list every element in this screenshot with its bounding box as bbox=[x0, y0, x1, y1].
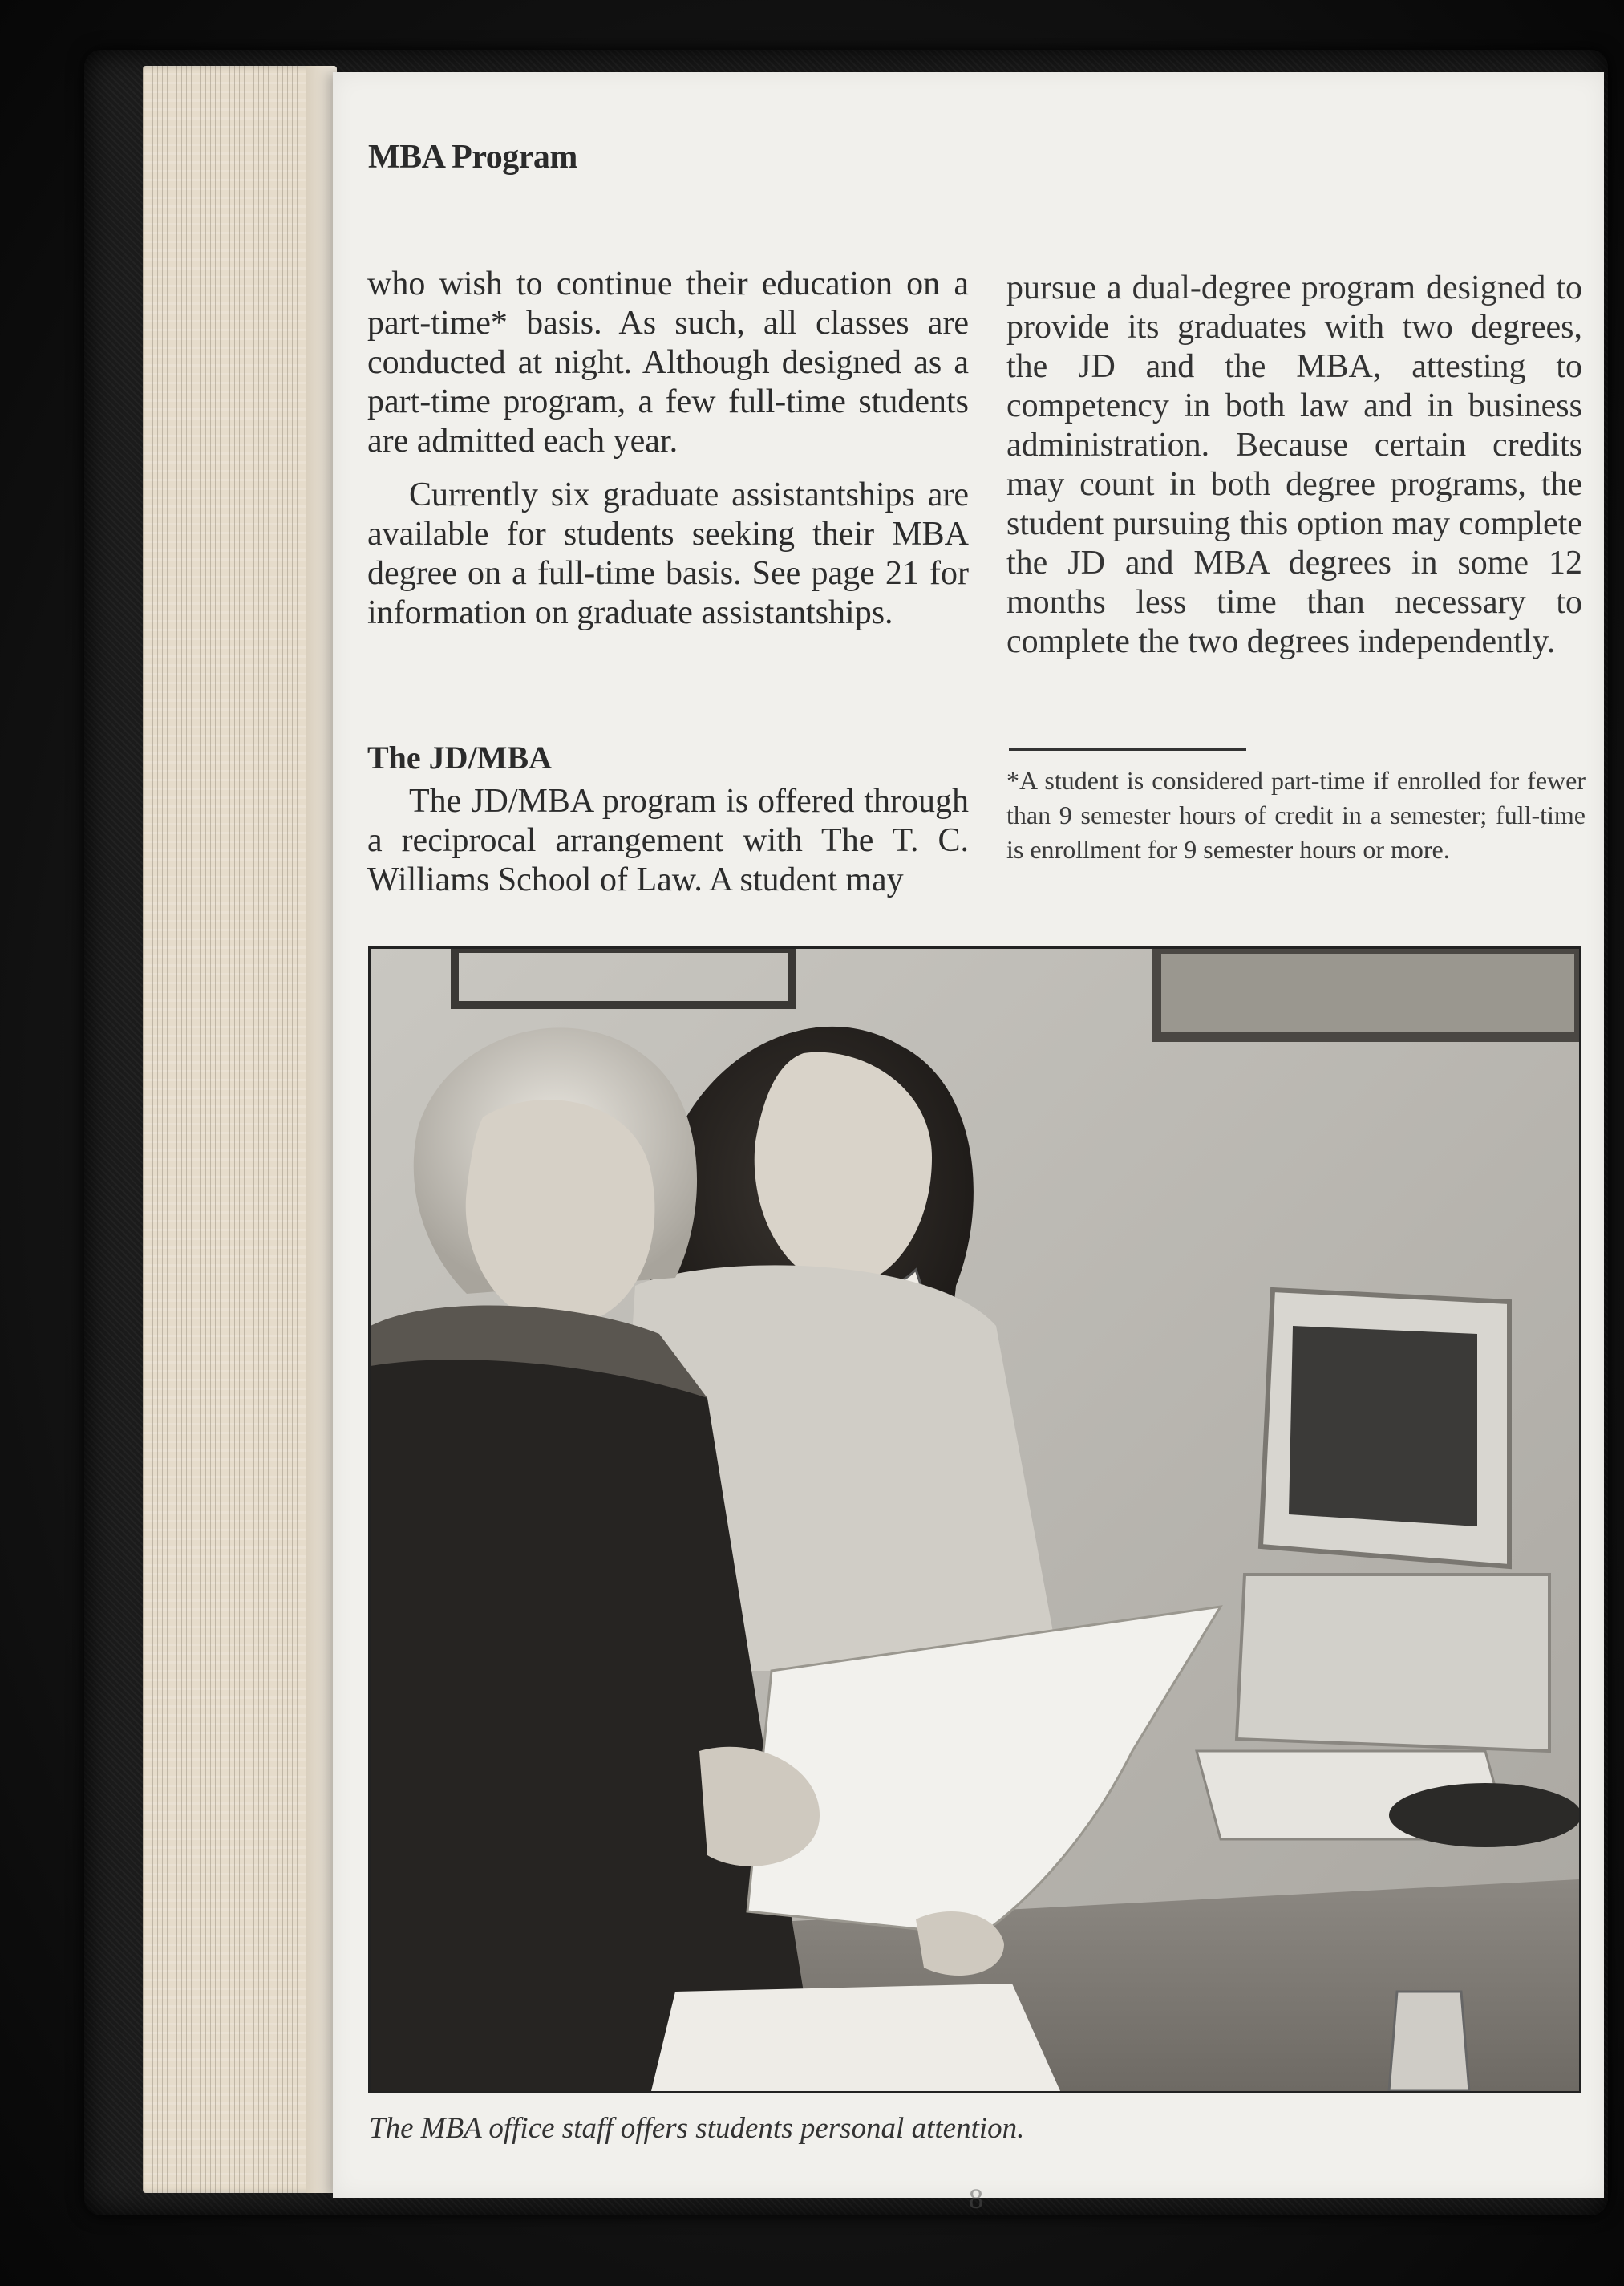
right-column bbox=[1006, 269, 1582, 662]
left-paragraph-1: who wish to continue their education on a part-time* basis. As such, all classes are conducted at night. Although designed as a part-time program, a few full-time students are admitted each year. bbox=[367, 265, 969, 460]
left-column bbox=[367, 265, 969, 633]
photo-illustration bbox=[371, 949, 1579, 2091]
jd-mba-section bbox=[367, 738, 969, 900]
monitor-screen bbox=[1289, 1326, 1477, 1526]
right-paragraph: pursue a dual-degree program designed to provide its graduates with two degrees, the JD and the MBA, attesting to competency in both law and in business administration. Because certain credits may count in both degree programs, the student pursuing this option may complete the JD and MBA degrees in some 12 months less time than necessary to complete the two degrees independently. bbox=[1006, 270, 1582, 660]
section-paragraph: The JD/MBA program is offered through a reciprocal arrangement with The T. C. Williams School of Law. A student may bbox=[367, 783, 969, 898]
footnote: *A student is considered part-time if enrolled for fewer than 9 semester hours of credit in a semester; full-time is enrollment for 9 semester hours or more. bbox=[1006, 766, 1586, 864]
pencil-cup bbox=[1389, 1992, 1469, 2091]
office-photo bbox=[368, 946, 1581, 2093]
section-heading: The JD/MBA bbox=[367, 740, 552, 776]
page-number: 8 bbox=[969, 2183, 983, 2215]
photo-caption: The MBA office staff offers students personal attention. bbox=[369, 2112, 1025, 2145]
running-head: MBA Program bbox=[368, 139, 577, 176]
page-edges bbox=[143, 66, 337, 2193]
left-paragraph-2: Currently six graduate assistantships are available for students seeking their MBA degree on a full-time basis. See page 21 for information on graduate assistantships. bbox=[367, 476, 969, 631]
desk-papers bbox=[651, 1984, 1060, 2091]
telephone bbox=[1389, 1783, 1579, 1847]
footnote-rule bbox=[1009, 748, 1246, 751]
computer-base bbox=[1237, 1575, 1549, 1751]
picture-frame-right bbox=[1156, 949, 1579, 1037]
